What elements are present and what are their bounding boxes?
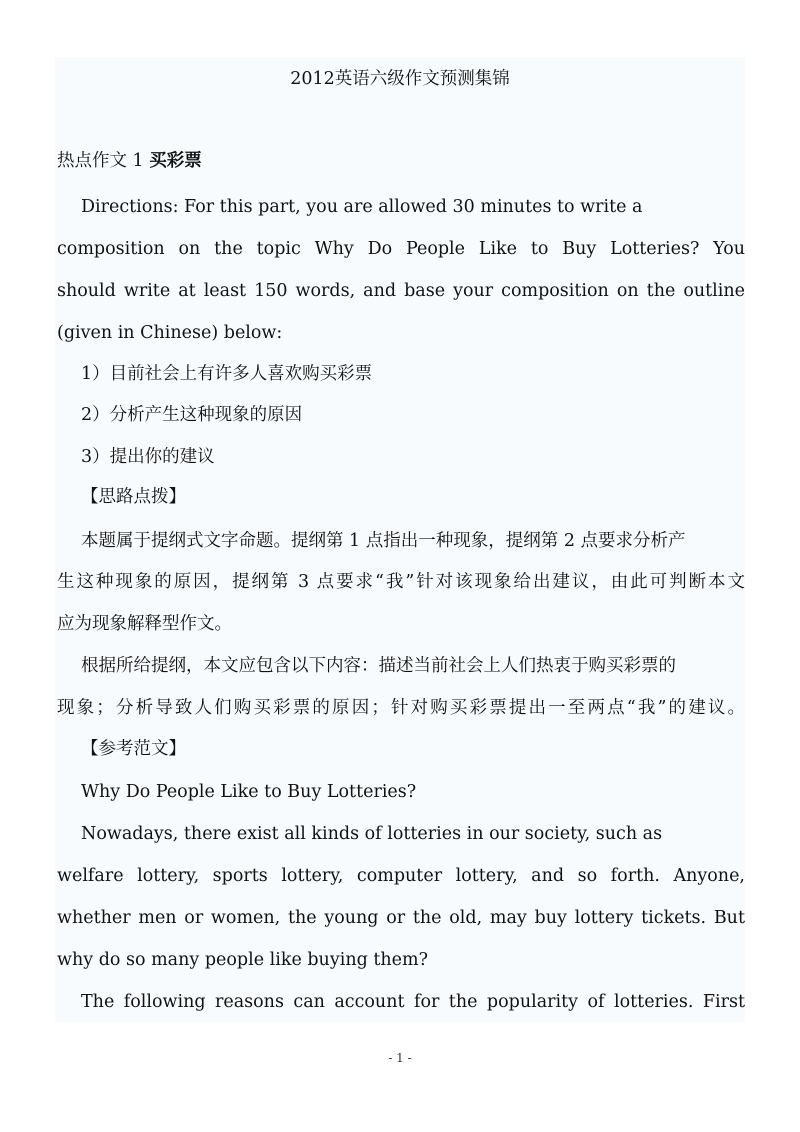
essay-paragraph-1-line-2: welfare lottery, sports lottery, computer lottery, and so forth. Anyone,	[57, 866, 745, 886]
tips-paragraph-1-line-3: 应为现象解释型作文。	[57, 614, 232, 634]
section-heading-number: 热点作文 1	[57, 151, 150, 171]
essay-paragraph-1-line-4: why do so many people like buying them?	[57, 950, 428, 970]
essay-paragraph-1-line-1: Nowadays, there exist all kinds of lotteries in our society, such as	[81, 824, 663, 844]
essay-paragraph-2-line-1: The following reasons can account for the popularity of lotteries. First	[81, 992, 745, 1012]
section-heading	[57, 147, 202, 175]
section-heading-topic: 买彩票	[149, 151, 202, 171]
directions-line-1: Directions: For this part, you are allowed 30 minutes to write a	[81, 197, 643, 217]
tips-paragraph-2-line-2: 现象；分析导致人们购买彩票的原因；针对购买彩票提出一至两点“我”的建议。	[57, 698, 745, 718]
essay-paragraph-1-line-3: whether men or women, the young or the old, may buy lottery tickets. But	[57, 908, 745, 928]
tips-paragraph-1-line-2: 生这种现象的原因，提纲第 3 点要求“我”针对该现象给出建议，由此可判断本文	[57, 572, 745, 592]
tips-paragraph-2-line-1: 根据所给提纲，本文应包含以下内容：描述当前社会上人们热衷于购买彩票的	[81, 656, 676, 676]
sample-essay-heading: 【参考范文】	[81, 739, 186, 759]
document-page	[55, 57, 745, 1022]
tips-paragraph-1-line-1: 本题属于提纲式文字命题。提纲第 1 点指出一种现象，提纲第 2 点要求分析产	[81, 531, 686, 551]
page-number: - 1 -	[388, 1051, 412, 1065]
outline-item-2: 2）分析产生这种现象的原因	[81, 405, 303, 425]
essay-title: Why Do People Like to Buy Lotteries?	[81, 782, 417, 802]
document-title: 2012英语六级作文预测集锦	[290, 69, 510, 89]
directions-line-2: composition on the topic Why Do People Like to Buy Lotteries? You	[57, 239, 745, 259]
directions-line-3: should write at least 150 words, and base your composition on the outline	[57, 281, 745, 301]
directions-line-4: (given in Chinese) below:	[57, 323, 283, 343]
outline-item-1: 1）目前社会上有许多人喜欢购买彩票	[81, 364, 373, 384]
outline-item-3: 3）提出你的建议	[81, 447, 215, 467]
tips-heading: 【思路点拨】	[81, 487, 186, 507]
